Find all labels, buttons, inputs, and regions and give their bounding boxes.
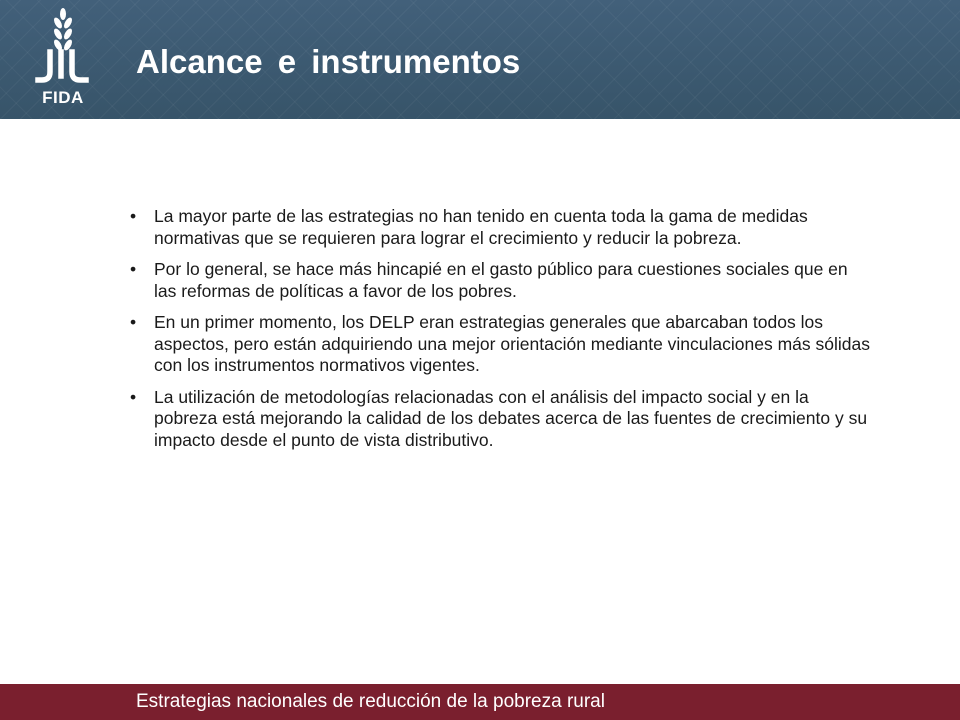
bullet-list bbox=[130, 206, 870, 451]
bullet-item: • En un primer momento, los DELP eran estrategias generales que abarcaban todos los aspectos, pero están adquiriendo una mejor orientación mediante vinculaciones más sólidas con los instrumentos normativos vigentes. bbox=[130, 312, 870, 377]
fida-wheat-logo-icon bbox=[30, 6, 96, 88]
fida-logo bbox=[30, 6, 96, 114]
bullet-item: • La utilización de metodologías relacionadas con el análisis del impacto social y en la pobreza está mejorando la calidad de los debates acerca de las fuentes de crecimiento y su impacto desde el punto de vista distributivo. bbox=[130, 387, 870, 452]
header-bar bbox=[0, 0, 960, 119]
footer-text: Estrategias nacionales de reducción de la pobreza rural bbox=[136, 691, 605, 712]
bullet-item: • Por lo general, se hace más hincapié en el gasto público para cuestiones sociales que en las reformas de políticas a favor de los pobres. bbox=[130, 259, 870, 302]
page-title: Alcance e instrumentos bbox=[136, 43, 521, 80]
slide-content bbox=[130, 206, 870, 461]
logo-text: FIDA bbox=[42, 88, 84, 107]
bullet-item: • La mayor parte de las estrategias no han tenido en cuenta toda la gama de medidas normativas que se requieren para lograr el crecimiento y reducir la pobreza. bbox=[130, 206, 870, 249]
footer-bar bbox=[0, 684, 960, 720]
